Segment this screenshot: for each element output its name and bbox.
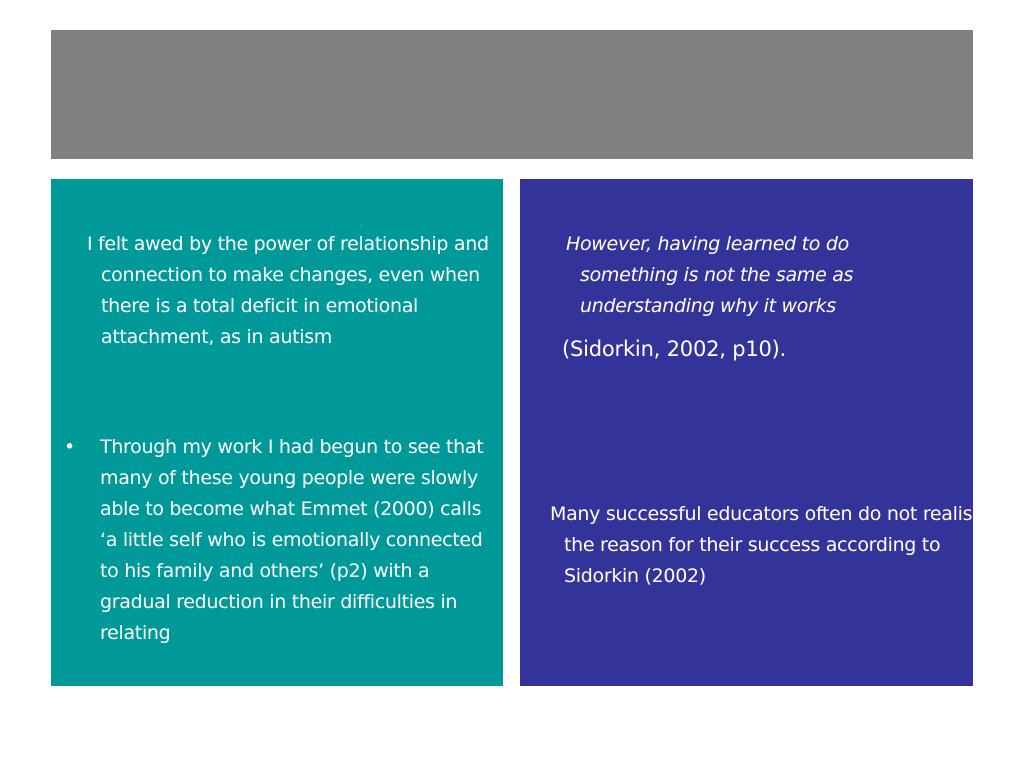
right-text-panel [520,179,984,686]
bullet-icon: • [64,436,75,458]
bullet-item-text: Through my work I had begun to see that many of these young people were slowly able to become what Emmet (2000) calls ‘a little self who is emotionally connected to his family and others’ (p2) with a gradual reduction in their difficulties in relating [100,436,484,644]
note-paragraph: Many successful educators often do not realise the reason for their success according to Sidorkin (2002) [550,503,984,587]
intro-paragraph: I felt awed by the power of relationship and connection to make changes, even when there is a total deficit in emotional attachment, as in autism [87,233,489,348]
slide-title-bar [51,30,973,159]
quote-text: However, having learned to do something is not the same as understanding why it works [566,233,854,317]
quote-citation: (Sidorkin, 2002, p10). [562,337,787,361]
left-text-panel [51,179,503,686]
